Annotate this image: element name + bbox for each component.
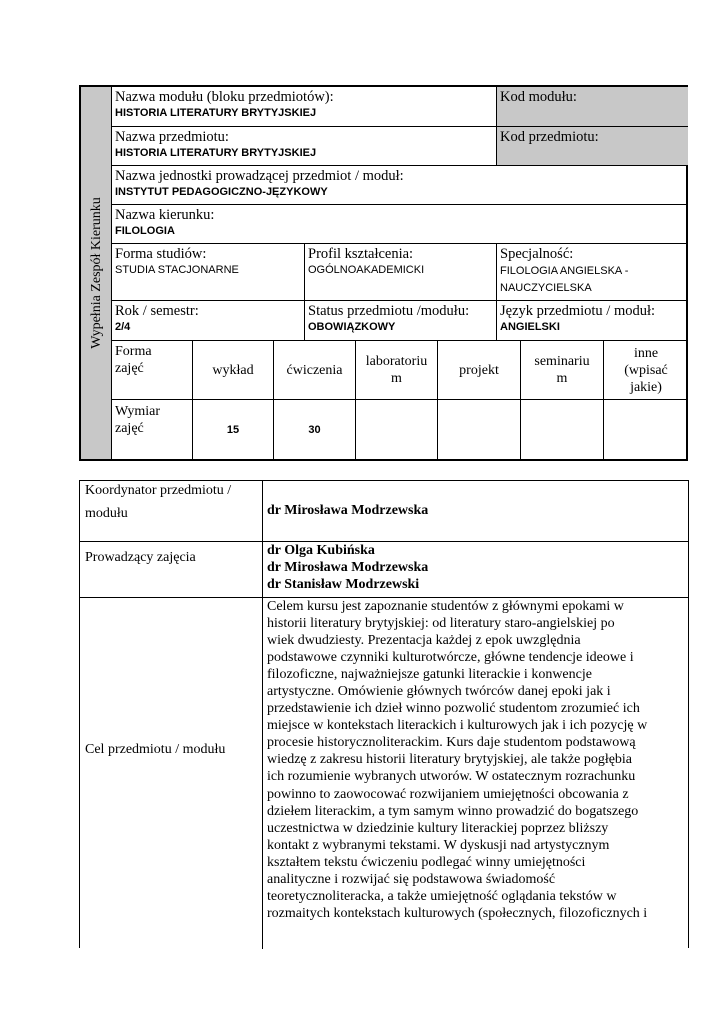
module-name-cell bbox=[112, 87, 497, 127]
header-other-line3: jakie) bbox=[630, 379, 662, 395]
header-laboratory bbox=[356, 341, 438, 400]
goal-text-line: filozoficzne, najważniejsze gatunki literackie i konwencje bbox=[267, 667, 592, 683]
coordinator-label-cell bbox=[80, 481, 263, 542]
module-code-label: Kod modułu: bbox=[500, 89, 577, 105]
class-form-label-cell bbox=[112, 341, 193, 400]
goal-text-line: Celem kursu jest zapoznanie studentów z głównymi epokami w bbox=[267, 599, 624, 614]
teachers-label-cell bbox=[80, 542, 263, 598]
hours-label-line1: Wymiar bbox=[115, 404, 161, 419]
teacher-name: dr Stanisław Modrzewski bbox=[267, 577, 420, 592]
header-other-line1: inne bbox=[633, 345, 659, 361]
profile-value: OGÓLNOAKADEMICKI bbox=[308, 264, 425, 276]
subject-name-value: HISTORIA LITERATURY BRYTYJSKIEJ bbox=[115, 147, 317, 159]
goal-text-line: kontakt z wybranymi tekstami. W dyskusji nad artystycznym bbox=[267, 837, 610, 853]
module-name-value: HISTORIA LITERATURY BRYTYJSKIEJ bbox=[115, 107, 317, 119]
specialty-value-line1: FILOLOGIA ANGIELSKA - bbox=[500, 265, 629, 277]
language-cell bbox=[497, 301, 688, 341]
goal-label-cell bbox=[80, 598, 263, 949]
goal-text-line: dziełem literackim, a tym samym winno prowadzić do bogatszego bbox=[267, 803, 639, 819]
goal-text-line: artystyczne. Omówienie głównych twórców danej epoki jak i bbox=[267, 684, 611, 700]
header-exercises: ćwiczenia bbox=[274, 341, 356, 400]
class-form-label-line1: Forma bbox=[115, 344, 152, 359]
goal-text-line: historii literatury brytyjskiej: od literatury staro-angielskiej po bbox=[267, 616, 615, 632]
specialty-label: Specjalność: bbox=[500, 246, 574, 262]
study-form-value: STUDIA STACJONARNE bbox=[115, 264, 239, 276]
subject-name-cell bbox=[112, 127, 497, 166]
hours-label-line2: zajęć bbox=[115, 421, 144, 436]
goal-text-line: rozmaitych kontekstach kulturowych (społecznych, filozoficznych i bbox=[267, 905, 648, 921]
field-cell bbox=[112, 205, 688, 244]
header-other-line2: (wpisać bbox=[624, 362, 668, 378]
hours-seminar bbox=[521, 400, 604, 461]
language-value: ANGIELSKI bbox=[500, 321, 560, 333]
coordinator-name: dr Mirosława Modrzewska bbox=[267, 503, 429, 518]
goal-text-line: powinno to zaowocować rozwijaniem umiejętności obcowania z bbox=[267, 786, 629, 802]
module-name-label: Nazwa modułu (bloku przedmiotów): bbox=[115, 89, 334, 105]
class-form-label-line2: zajęć bbox=[115, 361, 144, 376]
goal-text-line: podstawowe czynniki kulturotwórcze, główne tendencje ideowe i bbox=[267, 650, 634, 666]
goal-label: Cel przedmiotu / modułu bbox=[85, 742, 226, 757]
unit-cell bbox=[112, 166, 688, 205]
year-label: Rok / semestr: bbox=[115, 303, 199, 319]
coordinator-value-cell bbox=[263, 481, 688, 542]
language-label: Język przedmiotu / moduł: bbox=[500, 303, 656, 319]
goal-text-line: procesie historycznoliterackim. Kurs daje studentom podstawową bbox=[267, 735, 636, 751]
teachers-value-cell bbox=[263, 542, 688, 598]
header-lecture: wykład bbox=[193, 341, 274, 400]
goal-text-line: teoretycznoliteracka, a także umiejętność oglądania tekstów w bbox=[267, 888, 617, 904]
goal-text-line: uczestnictwa w dziedzinie kultury literackiej poprzez bliższy bbox=[267, 820, 609, 836]
goal-text-line: ich rozumienie wybranych utworów. W ostatecznym rozrachunku bbox=[267, 769, 636, 785]
specialty-value-line2: NAUCZYCIELSKA bbox=[500, 282, 592, 294]
teacher-name: dr Mirosława Modrzewska bbox=[267, 560, 429, 575]
field-label: Nazwa kierunku: bbox=[115, 207, 215, 223]
header-other bbox=[604, 341, 688, 400]
hours-other bbox=[604, 400, 688, 461]
status-label: Status przedmiotu /modułu: bbox=[308, 303, 470, 319]
specialty-cell bbox=[497, 244, 688, 301]
goal-text-line: przedstawienie ich dzieł winno pozwolić studentom zrozumieć ich bbox=[267, 701, 640, 717]
subject-code-cell bbox=[497, 127, 688, 166]
hours-laboratory bbox=[356, 400, 438, 461]
coordinator-label-line1: Koordynator przedmiotu / bbox=[85, 483, 232, 498]
course-details-table bbox=[79, 480, 689, 948]
hours-project bbox=[438, 400, 521, 461]
goal-text-cell bbox=[263, 598, 688, 949]
coordinator-label-line2: modułu bbox=[85, 506, 128, 521]
hours-label-cell bbox=[112, 400, 193, 461]
teachers-label: Prowadzący zajęcia bbox=[85, 550, 196, 565]
header-seminar bbox=[521, 341, 604, 400]
side-label: Wypełnia Zespół Kierunku bbox=[89, 197, 104, 349]
profile-label: Profil kształcenia: bbox=[308, 246, 414, 262]
header-laboratory-line1: laboratoriu bbox=[365, 354, 428, 369]
subject-name-label: Nazwa przedmiotu: bbox=[115, 129, 229, 145]
goal-text-line: analityczne i rozwijać się podstawowa świadomość bbox=[267, 871, 556, 887]
unit-label: Nazwa jednostki prowadzącej przedmiot / moduł: bbox=[115, 168, 404, 184]
goal-text-line: wiedzę z zakresu historii literatury brytyjskiej, ale także pogłębia bbox=[267, 752, 633, 768]
hours-exercises: 30 bbox=[274, 400, 356, 461]
profile-cell bbox=[305, 244, 497, 301]
subject-code-label: Kod przedmiotu: bbox=[500, 129, 599, 145]
header-project: projekt bbox=[438, 341, 521, 400]
year-cell bbox=[112, 301, 305, 341]
module-info-table bbox=[79, 85, 688, 461]
field-value: FILOLOGIA bbox=[115, 225, 175, 237]
header-seminar-line1: seminariu bbox=[534, 354, 590, 369]
header-seminar-line2: m bbox=[556, 371, 568, 386]
unit-value: INSTYTUT PEDAGOGICZNO-JĘZYKOWY bbox=[115, 186, 328, 198]
side-strip bbox=[81, 87, 112, 459]
module-code-cell bbox=[497, 87, 688, 127]
status-value: OBOWIĄZKOWY bbox=[308, 321, 396, 333]
goal-text-line: miejsce w kontekstach literackich i kulturowych jak i ich pozycję w bbox=[267, 718, 648, 734]
study-form-label: Forma studiów: bbox=[115, 246, 207, 262]
hours-lecture: 15 bbox=[193, 400, 274, 461]
header-laboratory-line2: m bbox=[391, 371, 402, 386]
study-form-cell bbox=[112, 244, 305, 301]
year-value: 2/4 bbox=[115, 321, 131, 333]
status-cell bbox=[305, 301, 497, 341]
teacher-name: dr Olga Kubińska bbox=[267, 543, 375, 558]
goal-text-line: wiek dwudziesty. Prezentacja każdej z epok uwzględnia bbox=[267, 633, 581, 649]
goal-text-line: kształtem tekstu ćwiczeniu podlegać winny umiejętności bbox=[267, 854, 586, 870]
